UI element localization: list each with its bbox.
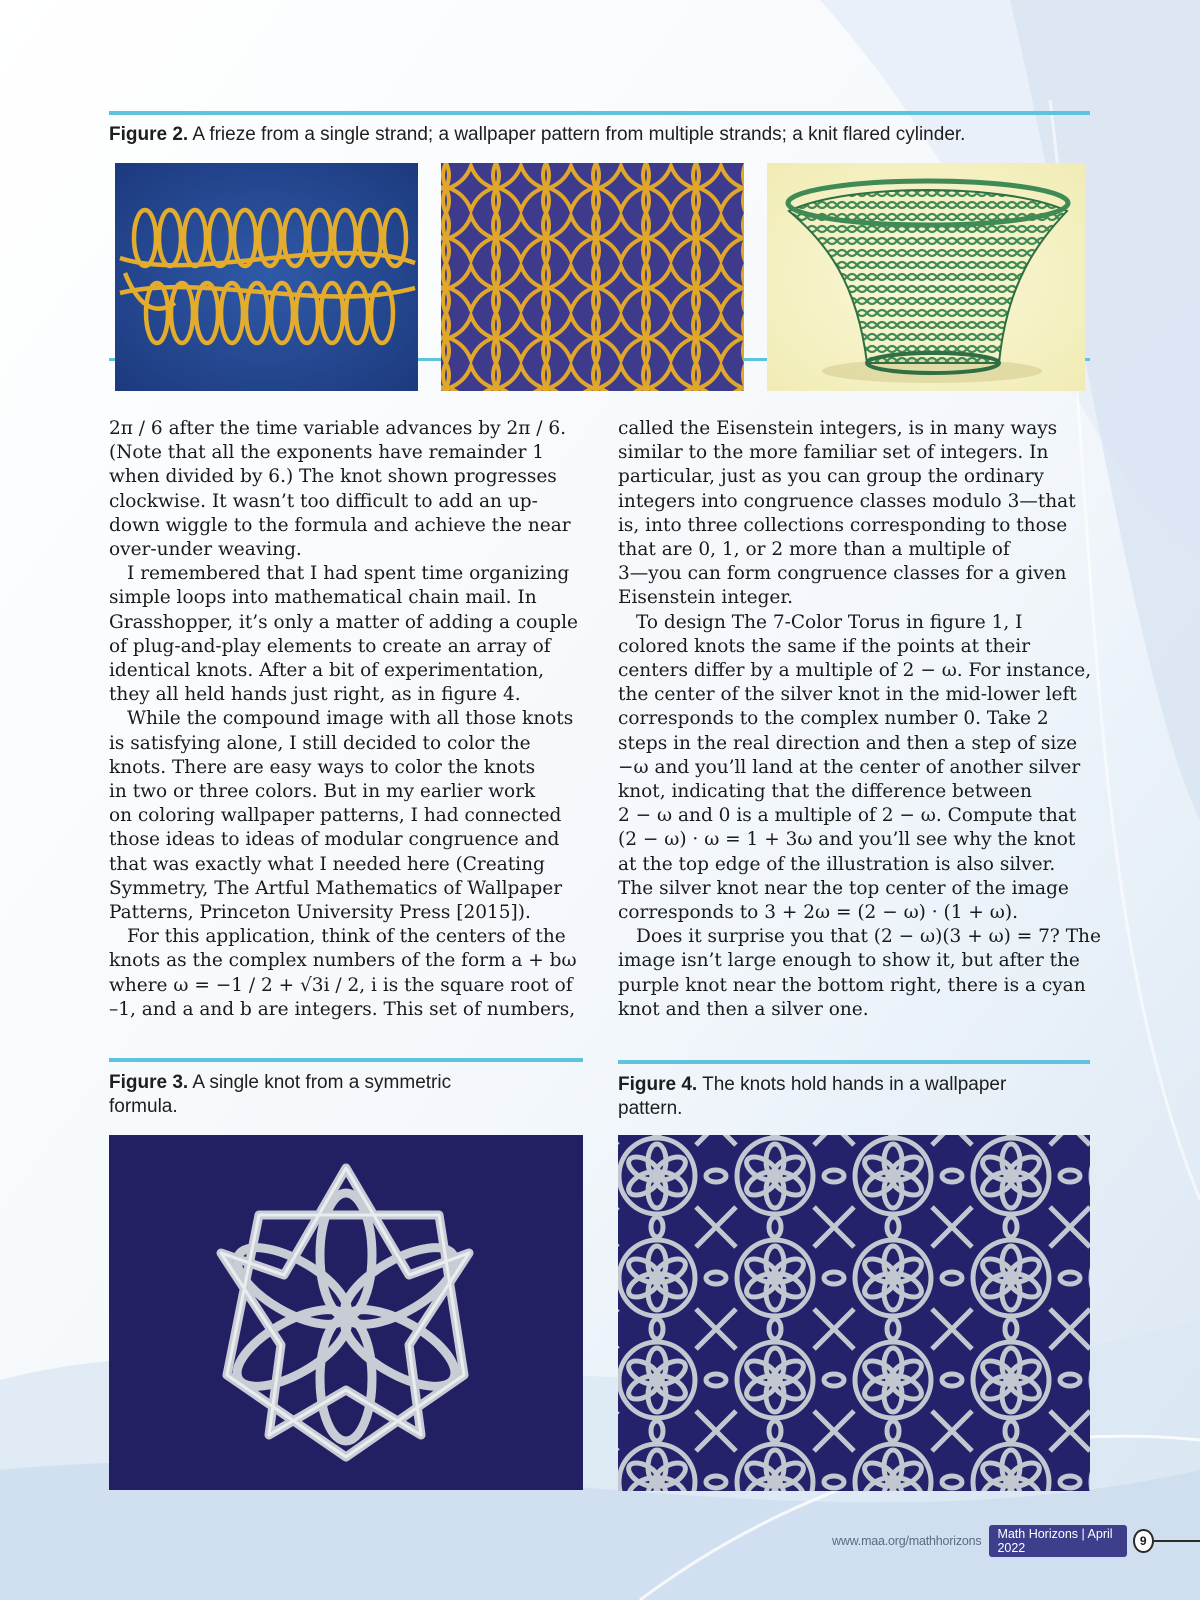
footer-line — [1154, 1540, 1200, 1542]
text-line: image isn’t large enough to show it, but after the — [618, 950, 1080, 972]
text-line: called the Eisenstein integers, is in many ways — [618, 418, 1058, 439]
text-line: (2 − ω) · ω = 1 + 3ω and you’ll see why the knot — [618, 829, 1076, 851]
paragraph — [109, 707, 594, 925]
text-line: While the compound image with all those knots — [127, 708, 574, 730]
single-knot-image — [109, 1135, 583, 1490]
knit-flared-cylinder-image — [767, 163, 1085, 391]
text-line: clockwise. It wasn’t too difficult to add an up- — [109, 490, 538, 512]
text-line: on coloring wallpaper patterns, I had connected — [109, 805, 562, 827]
figure3-top-rule — [109, 1058, 583, 1062]
text-line: is satisfying alone, I still decided to color the — [109, 732, 531, 754]
page-number: 9 — [1133, 1529, 1154, 1553]
text-line: Symmetry, The Artful Mathematics of Wallpaper — [109, 877, 563, 899]
footer-magazine-issue: Math Horizons | April 2022 — [989, 1525, 1126, 1557]
text-line: −ω and you’ll land at the center of another silver — [618, 756, 1081, 778]
paragraph — [618, 611, 1098, 926]
text-line: –1, and a and b are integers. This set of numbers, — [109, 998, 576, 1020]
paragraph — [618, 417, 1098, 611]
text-line: Eisenstein integer. — [618, 587, 794, 609]
text-line: is, into three collections corresponding to those — [618, 514, 1068, 536]
text-line: The silver knot near the top center of the image — [618, 877, 1069, 899]
page-footer — [832, 1527, 1200, 1555]
text-line: centers differ by a multiple of 2 − ω. For instance, — [618, 660, 1092, 682]
text-line: that was exactly what I needed here (Creating — [109, 853, 545, 875]
text-line: 3—you can form congruence classes for a given — [618, 563, 1067, 585]
text-line: To design The 7-Color Torus in figure 1, I — [636, 611, 1023, 633]
text-line: where ω = −1 / 2 + √3i / 2, i is the square root of — [109, 974, 573, 996]
knot-wallpaper-image — [618, 1135, 1090, 1491]
paragraph — [109, 417, 594, 562]
text-line: corresponds to the complex number 0. Take 2 — [618, 708, 1049, 730]
text-line: For this application, think of the centers of the — [127, 926, 566, 948]
figure4-caption — [618, 1073, 1098, 1121]
figure3-text-line2: formula. — [109, 1096, 178, 1117]
figure2-label: Figure 2. — [109, 124, 189, 145]
text-line: particular, just as you can group the ordinary — [618, 466, 1044, 488]
text-line: that are 0, 1, or 2 more than a multiple of — [618, 539, 1010, 561]
text-line: steps in the real direction and then a step of size — [618, 732, 1078, 754]
figure4-label: Figure 4. — [618, 1074, 698, 1095]
figure3-caption — [109, 1071, 589, 1119]
figure4-text-line2: pattern. — [618, 1098, 683, 1119]
text-line: knot, indicating that the difference between — [618, 781, 1032, 803]
figure2-caption — [109, 123, 1099, 147]
text-line: similar to the more familiar set of integers. In — [618, 442, 1049, 464]
text-line: 2π / 6 after the time variable advances by 2π / 6. — [109, 418, 567, 439]
body-column-right — [618, 417, 1101, 1022]
figure4-top-rule — [618, 1060, 1090, 1064]
text-line: over-under weaving. — [109, 539, 302, 561]
text-line: those ideas to ideas of modular congruence and — [109, 829, 560, 851]
text-line: down wiggle to the formula and achieve the near — [109, 514, 571, 536]
text-line: of plug-and-play elements to create an array of — [109, 635, 551, 657]
paragraph — [109, 562, 594, 707]
text-line: (Note that all the exponents have remainder 1 — [109, 442, 545, 464]
text-line: integers into congruence classes modulo 3—that — [618, 490, 1076, 512]
text-line: simple loops into mathematical chain mail. In — [109, 587, 537, 609]
paragraph — [618, 925, 1101, 1022]
figure3-label: Figure 3. — [109, 1072, 189, 1093]
text-line: in two or three colors. But in my earlier work — [109, 781, 536, 803]
footer-url[interactable]: www.maa.org/mathhorizons — [832, 1534, 982, 1548]
frieze-single-strand-image — [115, 163, 418, 391]
text-line: knots. There are easy ways to color the knots — [109, 756, 536, 778]
figure2-text: A frieze from a single strand; a wallpaper pattern from multiple strands; a knit flared cylinder. — [188, 124, 966, 145]
paragraph — [109, 925, 594, 1022]
text-line: corresponds to 3 + 2ω = (2 − ω) · (1 + ω). — [618, 902, 1018, 924]
text-line: Does it surprise you that (2 − ω)(3 + ω) = 7? The — [636, 926, 1101, 948]
text-line: identical knots. After a bit of experimentation, — [109, 660, 545, 682]
figure2-top-rule — [109, 111, 1090, 115]
text-line: at the top edge of the illustration is also silver. — [618, 853, 1056, 875]
figure3-text-line1: A single knot from a symmetric — [188, 1072, 452, 1093]
text-line: when divided by 6.) The knot shown progresses — [109, 466, 557, 488]
figure4-text-line1: The knots hold hands in a wallpaper — [697, 1074, 1007, 1095]
text-line: knot and then a silver one. — [618, 998, 869, 1020]
text-line: purple knot near the bottom right, there is a cyan — [618, 974, 1086, 996]
text-line: Patterns, Princeton University Press [2015]). — [109, 902, 531, 924]
wallpaper-multiple-strands-image — [441, 163, 744, 391]
text-line: colored knots the same if the points at their — [618, 635, 1031, 657]
text-line: Grasshopper, it’s only a matter of adding a couple — [109, 611, 578, 633]
text-line: the center of the silver knot in the mid-lower left — [618, 684, 1077, 706]
text-line: 2 − ω and 0 is a multiple of 2 − ω. Compute that — [618, 805, 1077, 827]
text-line: they all held hands just right, as in figure 4. — [109, 684, 521, 706]
text-line: knots as the complex numbers of the form a + bω — [109, 950, 577, 972]
text-line: I remembered that I had spent time organizing — [127, 563, 570, 585]
body-column-left — [109, 417, 594, 1022]
